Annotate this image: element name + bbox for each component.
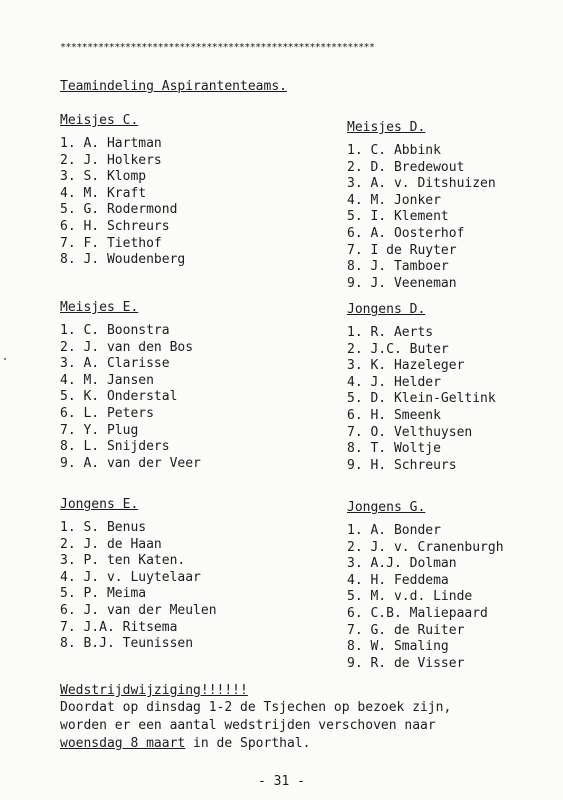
- separator-line: **********************************************************: [60, 42, 375, 53]
- notice-location: in de Sporthal.: [185, 736, 311, 751]
- notice-line: [60, 735, 540, 753]
- player-entry: 5. I. Klement: [347, 209, 449, 225]
- notice-heading: Wedstrijdwijziging!!!!!!: [60, 683, 248, 698]
- player-entry: 1. A. Bonder: [347, 523, 441, 538]
- player-entry: 4. J. Helder: [347, 374, 441, 390]
- team-heading: Meisjes D.: [347, 120, 426, 135]
- player-entry: 8. W. Smaling: [347, 639, 449, 655]
- team-heading: Meisjes C.: [60, 113, 139, 128]
- player-list: [60, 520, 290, 653]
- player-entry: 2. D. Bredewout: [347, 159, 465, 175]
- player-entry: 7. G. de Ruiter: [347, 622, 465, 638]
- player-entry: 3. P. ten Katen.: [60, 553, 186, 569]
- player-entry: 5. M. v.d. Linde: [347, 589, 473, 605]
- player-entry: 3. K. Hazeleger: [347, 358, 465, 374]
- team-jongens-g: [347, 500, 563, 672]
- player-entry: 6. H. Schreurs: [60, 218, 170, 234]
- player-entry: 1. S. Benus: [60, 520, 147, 535]
- player-list: [347, 143, 563, 292]
- player-entry: 8. B.J. Teunissen: [60, 636, 194, 652]
- player-entry: 9. J. Veeneman: [347, 275, 457, 291]
- player-entry: 3. A.J. Dolman: [347, 556, 457, 572]
- player-entry: 3. S. Klomp: [60, 169, 147, 185]
- notice-line: Doordat op dinsdag 1-2 de Tsjechen op bezoek zijn,: [60, 700, 452, 715]
- schedule-change-notice: [60, 682, 540, 753]
- player-entry: 4. M. Kraft: [60, 185, 147, 201]
- player-entry: 6. J. van der Meulen: [60, 602, 217, 618]
- player-entry: 7. Y. Plug: [60, 422, 139, 438]
- team-heading: Jongens E.: [60, 497, 139, 512]
- team-heading: Meisjes E.: [60, 300, 139, 315]
- player-entry: 7. J.A. Ritsema: [60, 619, 178, 635]
- player-list: [347, 523, 563, 672]
- player-entry: 9. H. Schreurs: [347, 457, 457, 473]
- player-entry: 1. C. Boonstra: [60, 323, 170, 338]
- player-entry: 5. G. Rodermond: [60, 202, 178, 218]
- player-entry: 6. A. Oosterhof: [347, 225, 465, 241]
- player-entry: 4. M. Jansen: [60, 372, 154, 388]
- player-list: [60, 136, 290, 269]
- player-entry: 2. J.C. Buter: [347, 341, 449, 357]
- player-entry: 8. T. Woltje: [347, 441, 441, 457]
- player-entry: 1. R. Aerts: [347, 325, 434, 340]
- player-entry: 3. A. v. Ditshuizen: [347, 176, 496, 192]
- player-entry: 8. J. Woudenberg: [60, 252, 186, 268]
- player-entry: 2. J. de Haan: [60, 536, 162, 552]
- paper-speck: [4, 358, 6, 360]
- player-list: [60, 323, 290, 472]
- player-entry: 8. L. Snijders: [60, 439, 170, 455]
- player-entry: 4. H. Feddema: [347, 572, 449, 588]
- player-entry: 7. I de Ruyter: [347, 242, 457, 258]
- player-entry: 6. H. Smeenk: [347, 407, 441, 423]
- team-jongens-d: [347, 302, 563, 474]
- player-entry: 8. J. Tamboer: [347, 259, 449, 275]
- player-entry: 7. F. Tiethof: [60, 235, 162, 251]
- player-entry: 1. C. Abbink: [347, 143, 441, 158]
- player-entry: 2. J. v. Cranenburgh: [347, 539, 504, 555]
- player-entry: 1. A. Hartman: [60, 136, 162, 151]
- player-entry: 5. K. Onderstal: [60, 389, 178, 405]
- player-list: [347, 325, 563, 474]
- page-number: - 31 -: [258, 774, 305, 789]
- player-entry: 9. R. de Visser: [347, 655, 465, 671]
- notice-date: woensdag 8 maart: [60, 736, 186, 751]
- team-meisjes-c: [60, 113, 290, 269]
- team-meisjes-e: [60, 300, 290, 472]
- player-entry: 2. J. van den Bos: [60, 339, 194, 355]
- player-entry: 9. A. van der Veer: [60, 455, 201, 471]
- player-entry: 4. J. v. Luytelaar: [60, 569, 201, 585]
- player-entry: 4. M. Jonker: [347, 192, 441, 208]
- team-heading: Jongens D.: [347, 302, 426, 317]
- player-entry: 2. J. Holkers: [60, 152, 162, 168]
- team-heading: Jongens G.: [347, 500, 426, 515]
- team-jongens-e: [60, 497, 290, 653]
- player-entry: 5. P. Meima: [60, 586, 147, 602]
- player-entry: 6. L. Peters: [60, 405, 154, 421]
- player-entry: 7. O. Velthuysen: [347, 424, 473, 440]
- team-meisjes-d: [347, 120, 563, 292]
- player-entry: 3. A. Clarisse: [60, 356, 170, 372]
- player-entry: 5. D. Klein-Geltink: [347, 391, 496, 407]
- page-title: Teamindeling Aspirantenteams.: [60, 79, 287, 94]
- notice-line: worden er een aantal wedstrijden verschoven naar: [60, 718, 436, 733]
- player-entry: 6. C.B. Maliepaard: [347, 605, 488, 621]
